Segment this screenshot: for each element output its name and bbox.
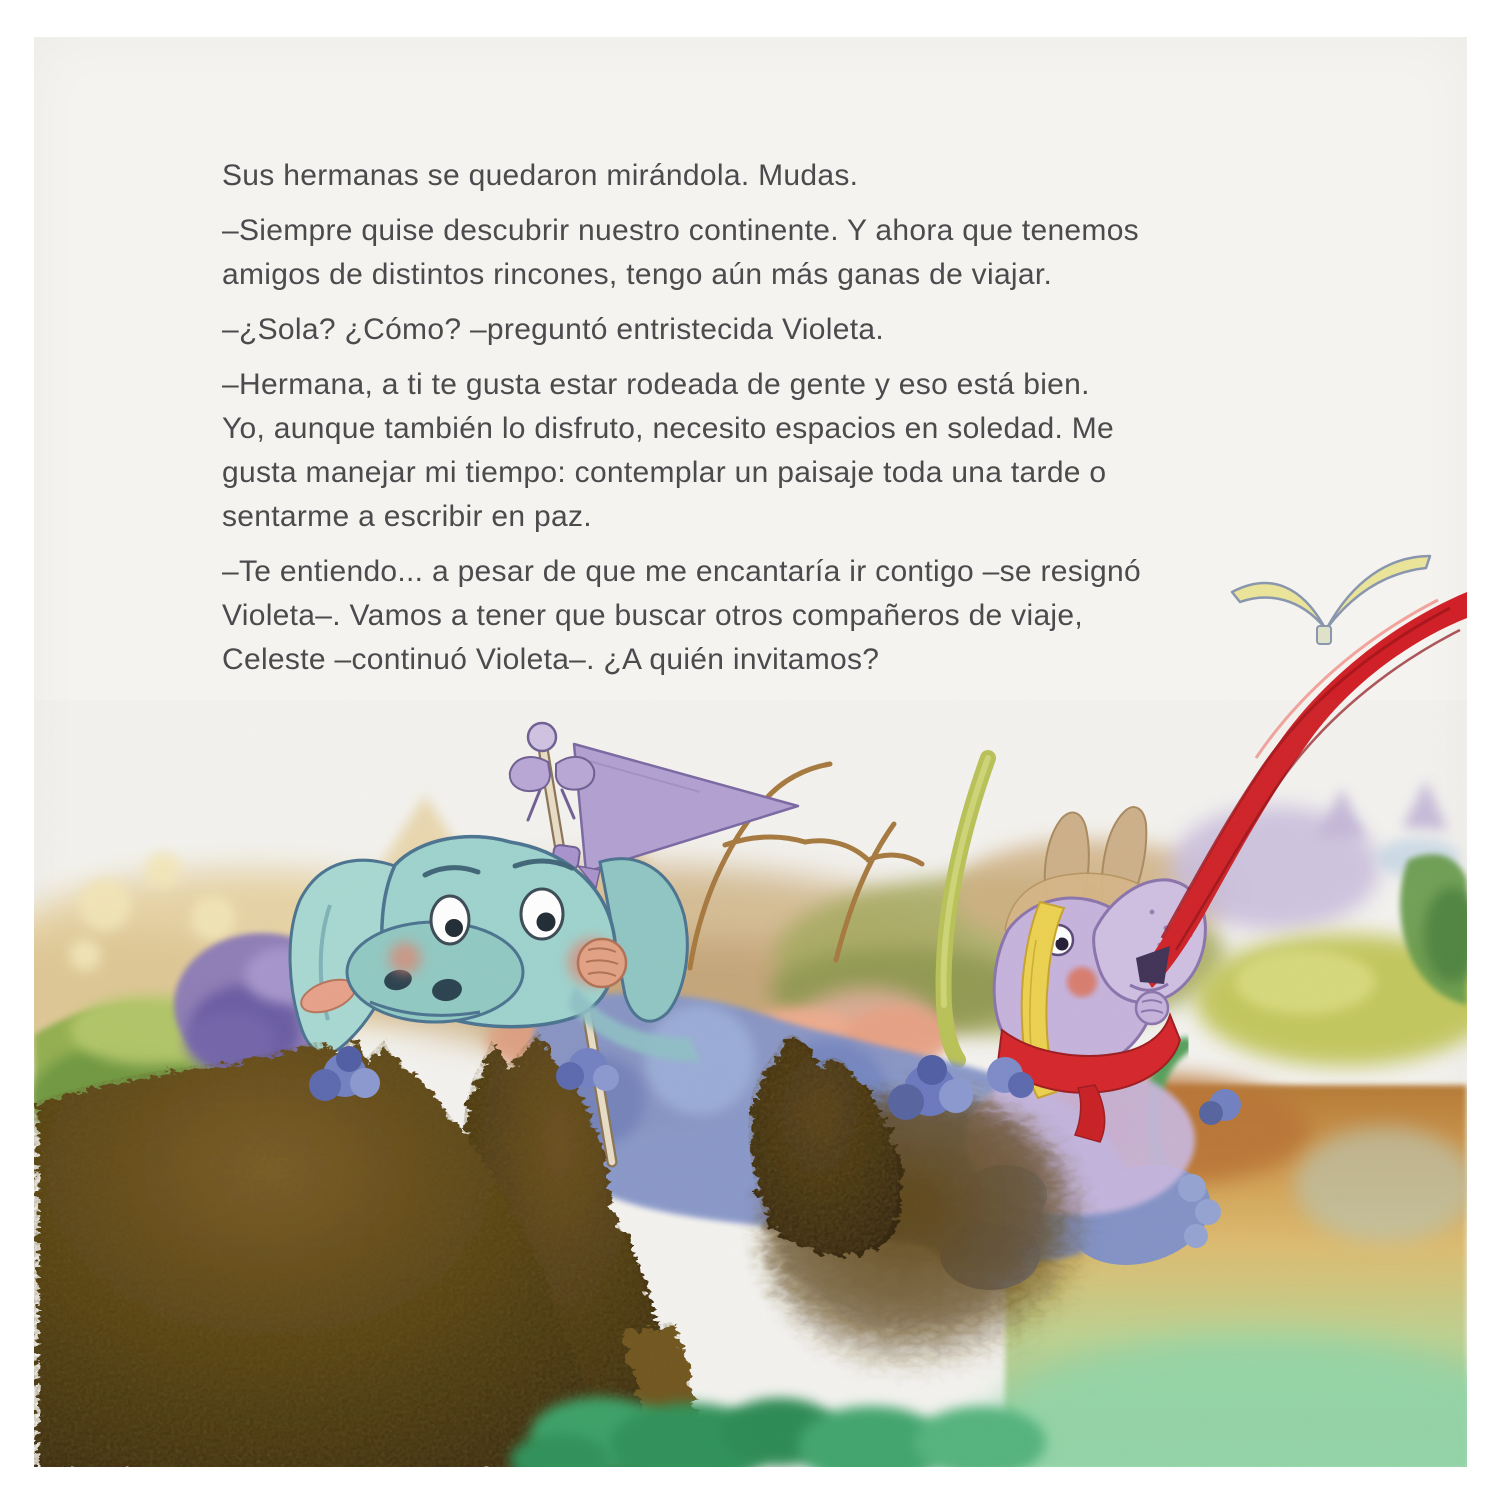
elephant-hand bbox=[578, 939, 626, 987]
story-line: gusta manejar mi tiempo: contemplar un paisaje toda una tarde o bbox=[222, 456, 1107, 489]
hippo-head bbox=[994, 898, 1156, 1071]
left-cow bbox=[34, 1036, 614, 1467]
cattle-fur-texture bbox=[34, 1000, 1467, 1467]
grass-stalk bbox=[944, 758, 988, 1060]
hippo-hand bbox=[1136, 992, 1168, 1024]
purple-bush bbox=[174, 933, 350, 1077]
straw-fringe bbox=[1005, 873, 1162, 940]
story-line: –Hermana, a ti te gusta estar rodeada de gente y eso está bien. bbox=[222, 368, 1090, 401]
blue-flowers bbox=[309, 1046, 1241, 1125]
elephant-nostril bbox=[431, 977, 464, 1003]
story-line: amigos de distintos rincones, tengo aún más ganas de viajar. bbox=[222, 258, 1053, 291]
story-line: –Siempre quise descubrir nuestro continente. Y ahora que tenemos bbox=[222, 214, 1139, 247]
cattle-herd bbox=[34, 1030, 1080, 1467]
story-paragraph bbox=[222, 363, 1141, 539]
pennant-cloth bbox=[574, 744, 798, 872]
story-line: Sus hermanas se quedaron mirándola. Mudas. bbox=[222, 159, 859, 192]
scarf-tail bbox=[1075, 1085, 1105, 1142]
elephant-eyebrow bbox=[425, 868, 478, 875]
hippo-ear bbox=[1045, 813, 1089, 912]
story-text bbox=[222, 154, 1141, 693]
hippo-muzzle bbox=[1094, 880, 1206, 1003]
bird-left-wing bbox=[1232, 583, 1325, 628]
hippo-eye bbox=[1043, 925, 1073, 955]
watercolor-background bbox=[34, 780, 1467, 1467]
elephant-muzzle bbox=[347, 922, 523, 1022]
elephant-head bbox=[290, 837, 687, 1054]
elephant-arm-and-hand bbox=[568, 939, 700, 1062]
story-paragraph bbox=[222, 308, 1141, 352]
hippo-mouth bbox=[1136, 946, 1170, 984]
bird-tail bbox=[1317, 626, 1331, 644]
right-calf-head bbox=[748, 1034, 898, 1253]
pennant-flag bbox=[510, 723, 798, 1162]
bird-right-wing bbox=[1327, 556, 1430, 628]
elephant-left-ear bbox=[290, 860, 400, 1053]
story-line: –¿Sola? ¿Cómo? –preguntó entristecida Violeta. bbox=[222, 313, 884, 346]
elephant-eyebrow bbox=[515, 861, 572, 868]
middle-cow bbox=[463, 1030, 670, 1467]
elephant-nostril bbox=[382, 967, 414, 992]
grass-tufts bbox=[510, 1397, 1046, 1467]
paper-grain-overlay bbox=[34, 700, 1467, 1467]
hippo-red-scarf bbox=[998, 1015, 1180, 1093]
story-line: –Te entiendo... a pesar de que me encantaría ir contigo –se resignó bbox=[222, 555, 1142, 588]
blue-elephant-character bbox=[185, 723, 1222, 1290]
flying-bird bbox=[1232, 556, 1430, 644]
elephant-tongue bbox=[297, 973, 359, 1018]
elephant-eye bbox=[521, 889, 563, 939]
story-line: Yo, aunque también lo disfruto, necesito espacios en soledad. Me bbox=[222, 412, 1114, 445]
story-paragraph bbox=[222, 209, 1141, 297]
bare-branches bbox=[690, 764, 922, 968]
hippo-foot bbox=[963, 1165, 1047, 1225]
elephant-body bbox=[528, 993, 1222, 1290]
elephant-face bbox=[382, 837, 616, 1027]
cow-front-leg bbox=[618, 1322, 700, 1467]
story-paragraph bbox=[222, 154, 1141, 198]
hippo-ear bbox=[1102, 807, 1147, 906]
hippo-freckles bbox=[1150, 908, 1193, 955]
elephant-eye bbox=[431, 896, 469, 944]
story-paragraph bbox=[222, 550, 1141, 682]
story-line: Celeste –continuó Violeta–. ¿A quién invitamos? bbox=[222, 643, 880, 676]
story-line: sentarme a escribir en paz. bbox=[222, 500, 592, 533]
red-ribbon bbox=[1140, 592, 1467, 988]
hippo-body bbox=[965, 1065, 1195, 1215]
story-line: Violeta–. Vamos a tener que buscar otros compañeros de viaje, bbox=[222, 599, 1084, 632]
green-bush-left bbox=[34, 995, 302, 1169]
elephant-right-ear bbox=[600, 859, 687, 1021]
paper-background bbox=[34, 37, 1467, 1467]
hippo-blonde-hair bbox=[1022, 902, 1064, 1098]
